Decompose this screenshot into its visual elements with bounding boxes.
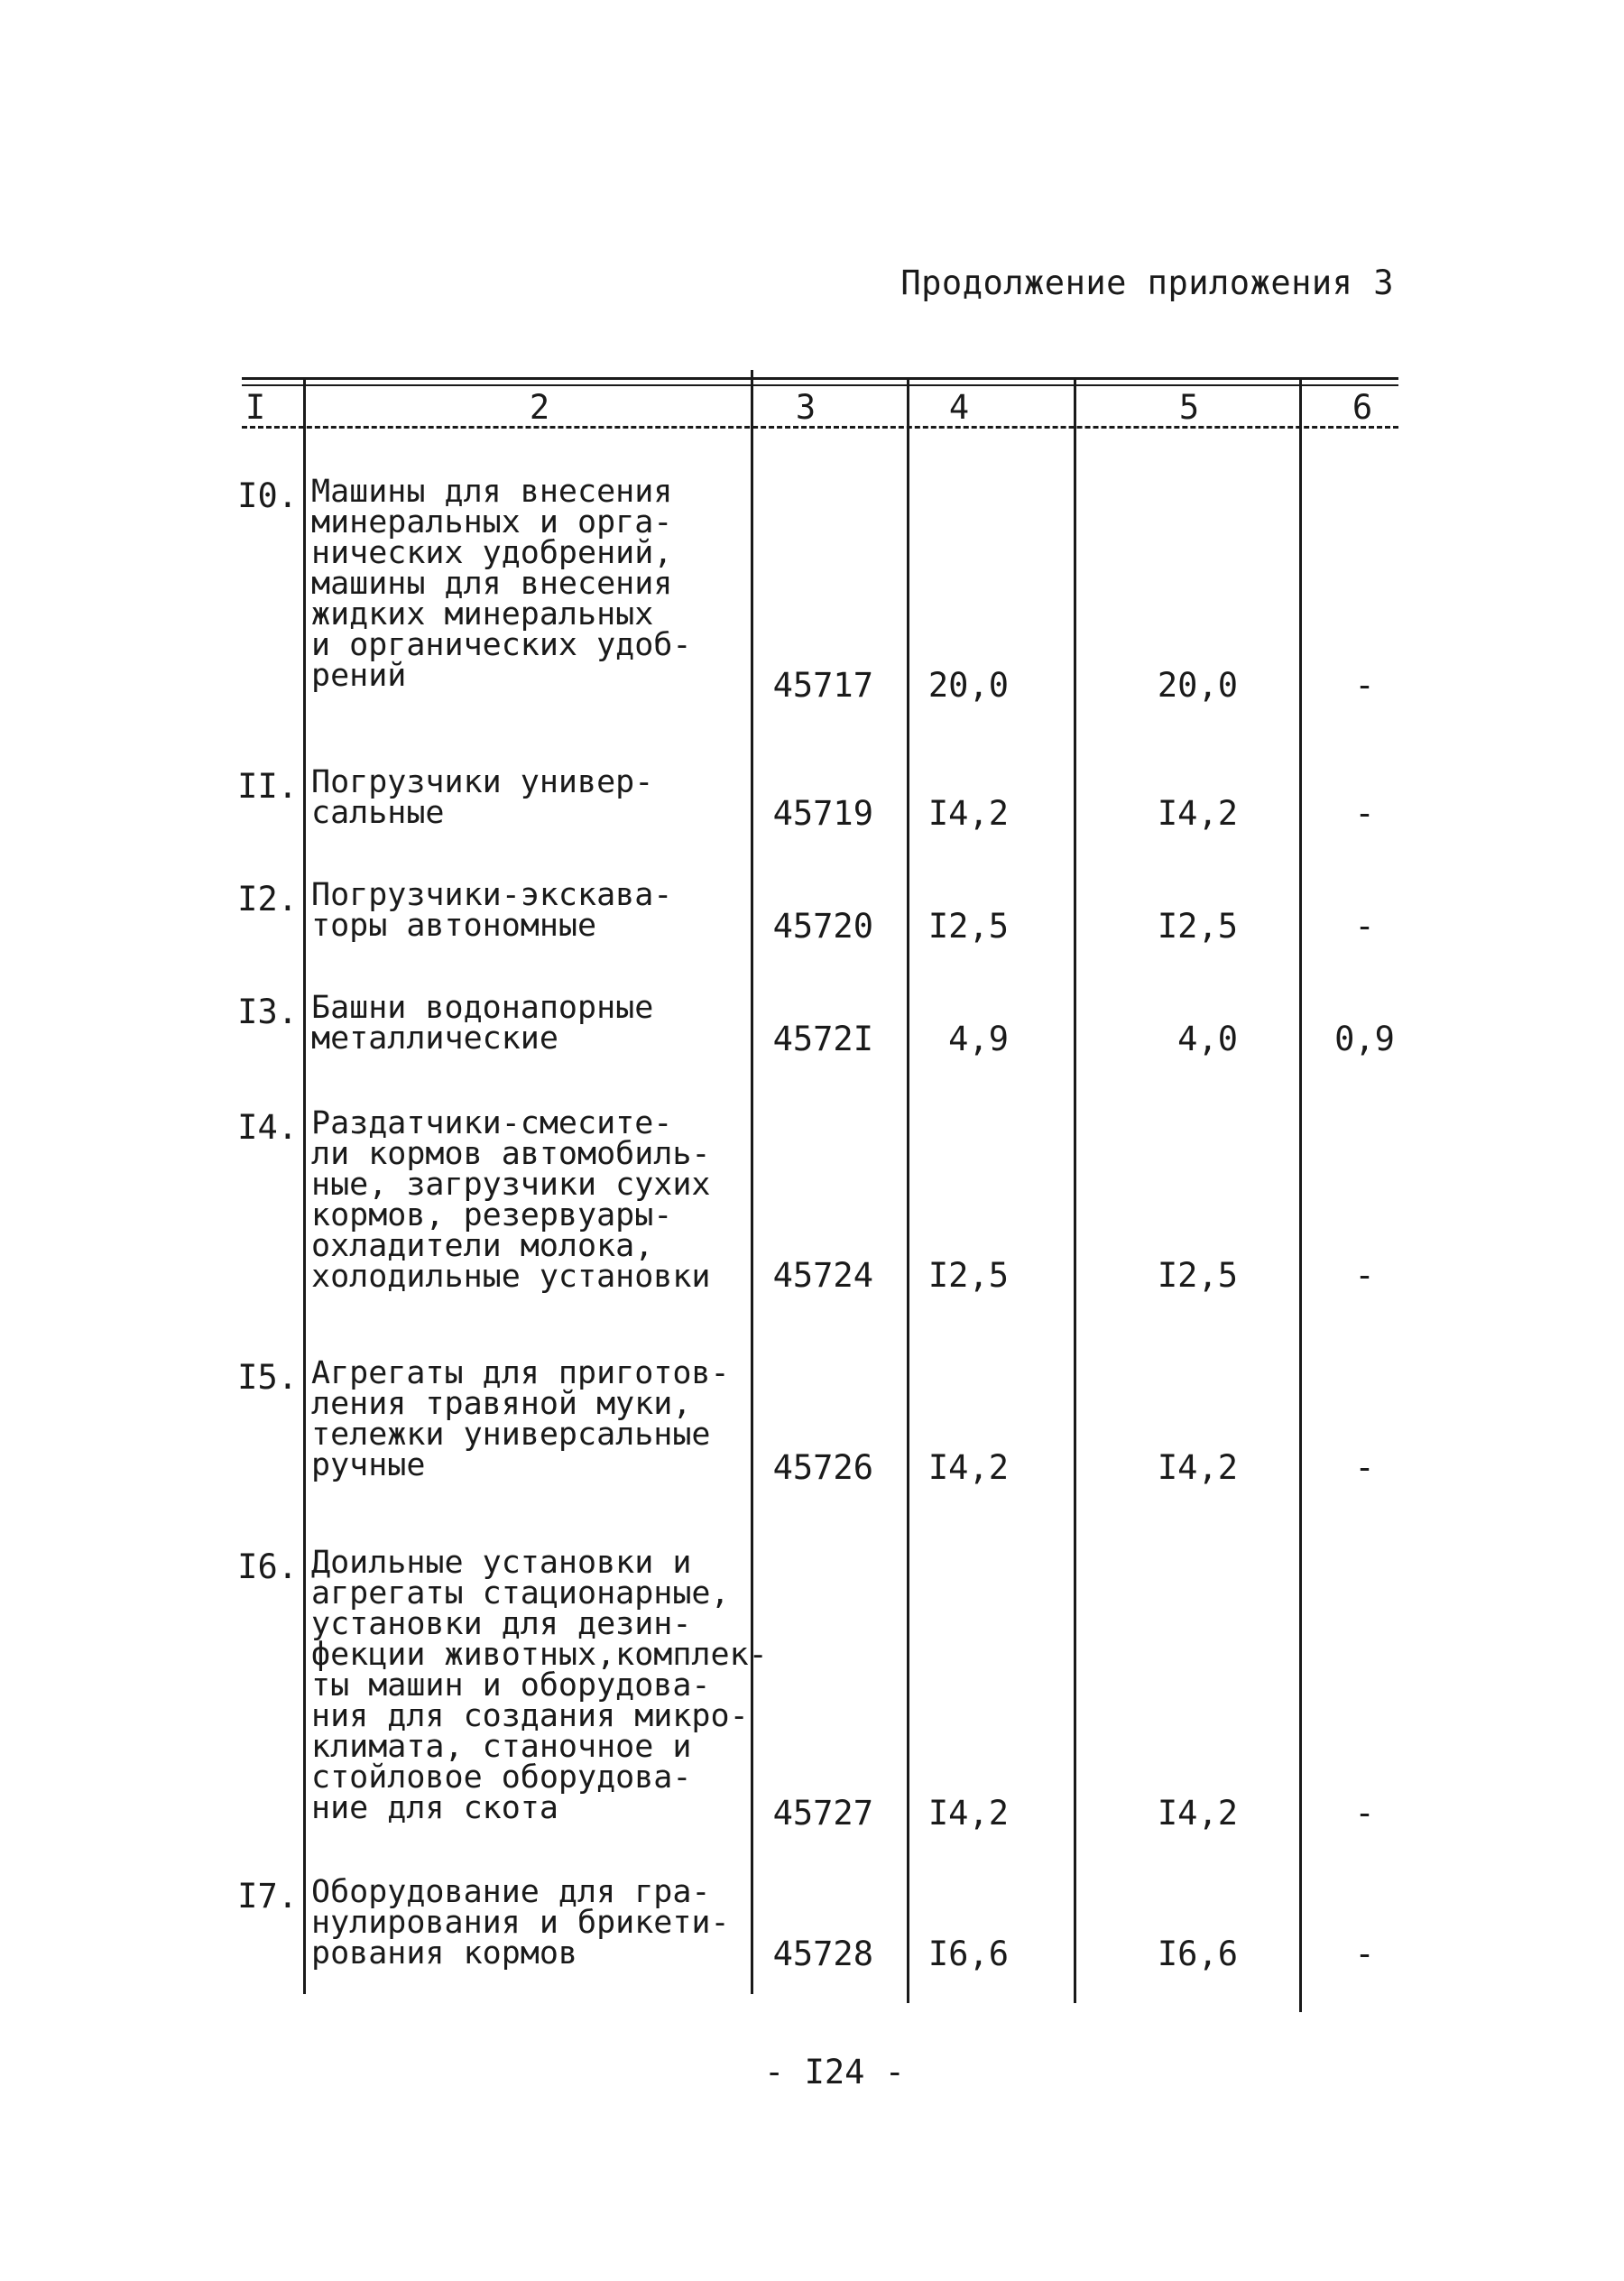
row-col5: I6,6 xyxy=(1157,1935,1238,1973)
row-col5: I2,5 xyxy=(1157,1256,1238,1295)
row-col6: - xyxy=(1354,1448,1375,1487)
row-col5: I4,2 xyxy=(1157,1448,1238,1487)
row-col5: I2,5 xyxy=(1157,907,1238,946)
row-col4: I2,5 xyxy=(927,907,1009,946)
row-col5: 20,0 xyxy=(1157,666,1238,705)
row-code: 45719 xyxy=(772,794,873,833)
row-code: 45717 xyxy=(772,666,873,705)
row-col6: - xyxy=(1354,1256,1375,1295)
row-number: I7. xyxy=(237,1877,298,1916)
row-col5: I4,2 xyxy=(1157,794,1238,833)
row-col4: 20,0 xyxy=(927,666,1009,705)
column-number-5: 5 xyxy=(1178,388,1200,427)
row-col4: I4,2 xyxy=(927,794,1009,833)
row-code: 45728 xyxy=(772,1935,873,1973)
row-col6: - xyxy=(1354,794,1375,833)
row-name: Раздатчики-смесите- ли кормов автомобиль- ные, загрузчики сухих кормов, резервуары- охладители молока, холодильные установки xyxy=(311,1105,711,1295)
row-col4: I4,2 xyxy=(927,1794,1009,1833)
header-dash-line xyxy=(242,426,1398,429)
row-number: I6. xyxy=(237,1547,298,1586)
row-code: 45720 xyxy=(772,907,873,946)
column-number-3: 3 xyxy=(795,388,817,427)
row-code: 45726 xyxy=(772,1448,873,1487)
row-col4: 4,9 xyxy=(948,1020,1009,1058)
page-number: - I24 - xyxy=(764,2053,905,2092)
table-top-rule-2 xyxy=(242,384,1398,386)
row-number: II. xyxy=(237,767,298,806)
column-rule-5 xyxy=(1299,379,1302,2012)
column-number-4: 4 xyxy=(948,388,970,427)
row-name: Доильные установки и агрегаты стационарные, установки для дезин- фекции животных,комплек- ты машин и оборудова- ния для создания микро- климата, станочное и стойловое оборудова- ние для скота xyxy=(311,1545,768,1826)
table-top-rule xyxy=(242,377,1398,380)
column-rule-4 xyxy=(1074,379,1076,2003)
row-number: I2. xyxy=(237,880,298,919)
row-col6: - xyxy=(1354,1794,1375,1833)
row-number: I0. xyxy=(237,476,298,515)
row-name: Машины для внесения минеральных и орга- нических удобрений, машины для внесения жидких минеральных и органических удоб- рений xyxy=(311,474,692,694)
column-number-1: I xyxy=(245,388,266,427)
row-col6: - xyxy=(1354,907,1375,946)
row-col4: I2,5 xyxy=(927,1256,1009,1295)
row-col6: - xyxy=(1354,666,1375,705)
row-col6: - xyxy=(1354,1935,1375,1973)
row-number: I5. xyxy=(237,1358,298,1397)
column-number-6: 6 xyxy=(1352,388,1373,427)
column-rule-1 xyxy=(303,379,306,1994)
row-name: Погрузчики-экскава- торы автономные xyxy=(311,877,673,944)
row-col6: 0,9 xyxy=(1334,1020,1395,1058)
row-col4: I6,6 xyxy=(927,1935,1009,1973)
row-code: 45727 xyxy=(772,1794,873,1833)
column-rule-3 xyxy=(907,379,909,2003)
row-name: Погрузчики универ- сальные xyxy=(311,764,654,831)
row-name: Оборудование для гра- нулирования и брикети- рования кормов xyxy=(311,1874,730,1972)
row-col5: I4,2 xyxy=(1157,1794,1238,1833)
column-number-2: 2 xyxy=(529,388,550,427)
row-code: 45724 xyxy=(772,1256,873,1295)
row-col4: I4,2 xyxy=(927,1448,1009,1487)
row-code: 4572I xyxy=(772,1020,873,1058)
row-number: I4. xyxy=(237,1108,298,1147)
row-name: Башни водонапорные металлические xyxy=(311,990,654,1057)
row-number: I3. xyxy=(237,993,298,1031)
page-header-title: Продолжение приложения 3 xyxy=(900,263,1394,302)
row-name: Агрегаты для приготов- ления травяной муки, тележки универсальные ручные xyxy=(311,1355,730,1483)
row-col5: 4,0 xyxy=(1177,1020,1238,1058)
